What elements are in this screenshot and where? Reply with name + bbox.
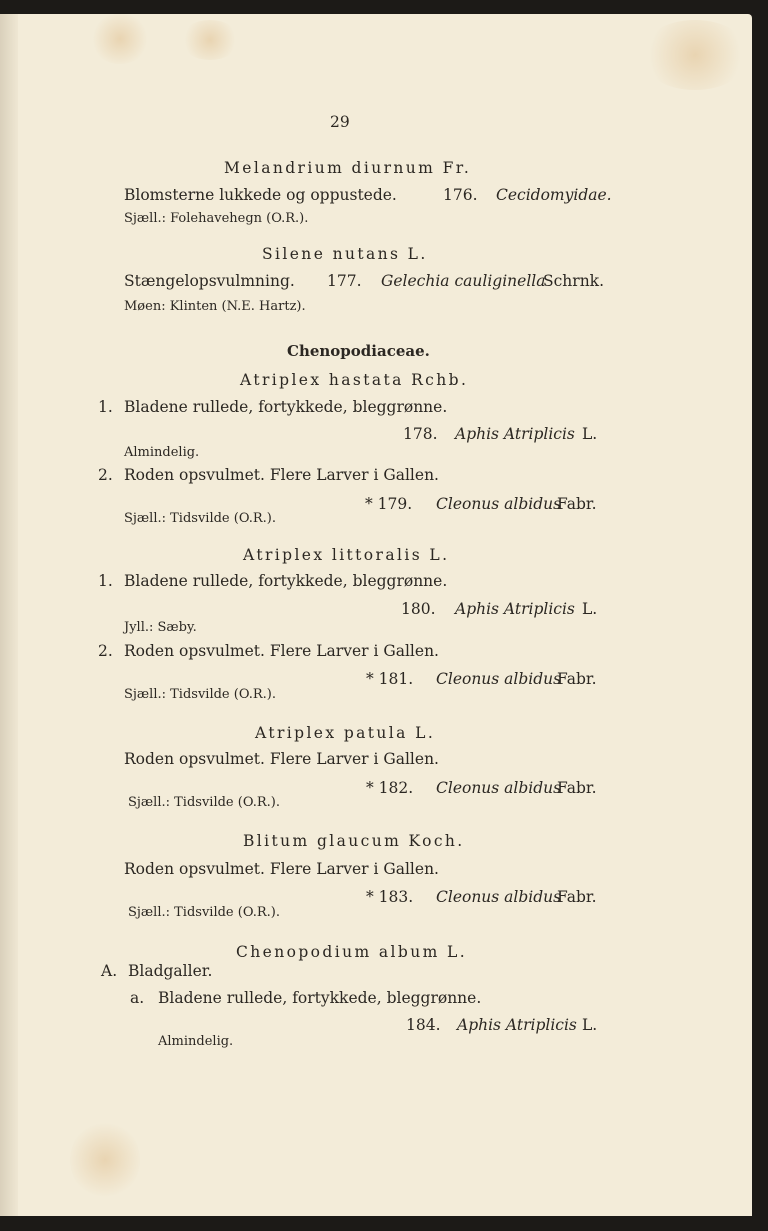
locality: Jyll.: Sæby.: [124, 620, 197, 635]
entry-number: 184.: [406, 1016, 441, 1034]
gall-description: Bladene rullede, fortykkede, bleggrønne.: [158, 989, 482, 1007]
entry-number: 178.: [403, 425, 438, 443]
gall-description: Roden opsvulmet. Flere Larver i Gallen.: [124, 750, 439, 768]
entry-number: * 181.: [366, 670, 414, 688]
item-number: 2.: [98, 466, 113, 484]
gall-description: Blomsterne lukkede og oppustede.: [124, 186, 397, 204]
plant-heading: Blitum glaucum Koch.: [243, 832, 465, 850]
entry-number: 180.: [401, 600, 436, 618]
subsection-title: Bladgaller.: [128, 962, 213, 980]
locality: Sjæll.: Tidsvilde (O.R.).: [128, 905, 280, 920]
insect-species: Aphis Atriplicis: [457, 1016, 577, 1034]
locality: Møen: Klinten (N.E. Hartz).: [124, 299, 306, 314]
gall-description: Roden opsvulmet. Flere Larver i Gallen.: [124, 860, 439, 878]
insect-species: Gelechia cauliginella: [381, 272, 546, 290]
insect-species: Cecidomyidae.: [496, 186, 612, 204]
insect-species: Cleonus albidus: [436, 779, 562, 797]
plant-heading: Silene nutans L.: [262, 245, 428, 263]
locality: Sjæll.: Tidsvilde (O.R.).: [128, 795, 280, 810]
plant-heading: Atriplex patula L.: [255, 724, 436, 742]
species-author: L.: [582, 425, 598, 443]
species-author: L.: [582, 1016, 598, 1034]
gall-description: Roden opsvulmet. Flere Larver i Gallen.: [124, 642, 439, 660]
plant-heading: Chenopodium album L.: [236, 943, 468, 961]
locality: Sjæll.: Folehavehegn (O.R.).: [124, 211, 309, 226]
locality: Sjæll.: Tidsvilde (O.R.).: [124, 511, 276, 526]
foxing-stain: [180, 20, 240, 60]
item-number: 1.: [98, 398, 113, 416]
foxing-stain: [90, 14, 150, 64]
gall-description: Stængelopsvulmning.: [124, 272, 295, 290]
gall-description: Bladene rullede, fortykkede, bleggrønne.: [124, 398, 448, 416]
item-number: 1.: [98, 572, 113, 590]
species-author: Fabr.: [557, 888, 597, 906]
insect-species: Aphis Atriplicis: [455, 600, 575, 618]
gall-description: Bladene rullede, fortykkede, bleggrønne.: [124, 572, 448, 590]
entry-number: 177.: [327, 272, 362, 290]
family-heading: Chenopodiaceae.: [287, 342, 430, 360]
insect-species: Cleonus albidus: [436, 888, 562, 906]
locality: Almindelig.: [158, 1034, 234, 1049]
insect-species: Cleonus albidus: [436, 670, 562, 688]
item-number: 2.: [98, 642, 113, 660]
species-author: Schrnk.: [543, 272, 604, 290]
entry-number: 176.: [443, 186, 478, 204]
species-author: Fabr.: [557, 670, 597, 688]
plant-heading: Melandrium diurnum Fr.: [224, 159, 472, 177]
species-author: L.: [582, 600, 598, 618]
item-number: a.: [130, 989, 145, 1007]
plant-heading: Atriplex hastata Rchb.: [240, 371, 469, 389]
subsection-label: A.: [101, 962, 118, 980]
species-author: Fabr.: [557, 495, 597, 513]
plant-heading: Atriplex littoralis L.: [243, 546, 450, 564]
insect-species: Aphis Atriplicis: [455, 425, 575, 443]
page-gutter: [0, 14, 18, 1216]
locality: Almindelig.: [124, 445, 200, 460]
foxing-stain: [70, 1120, 140, 1200]
page-number: 29: [330, 113, 350, 131]
foxing-stain: [640, 20, 750, 90]
entry-number: * 183.: [366, 888, 414, 906]
species-author: Fabr.: [557, 779, 597, 797]
entry-number: * 179.: [365, 495, 413, 513]
insect-species: Cleonus albidus: [436, 495, 562, 513]
entry-number: * 182.: [366, 779, 414, 797]
locality: Sjæll.: Tidsvilde (O.R.).: [124, 687, 276, 702]
gall-description: Roden opsvulmet. Flere Larver i Gallen.: [124, 466, 439, 484]
